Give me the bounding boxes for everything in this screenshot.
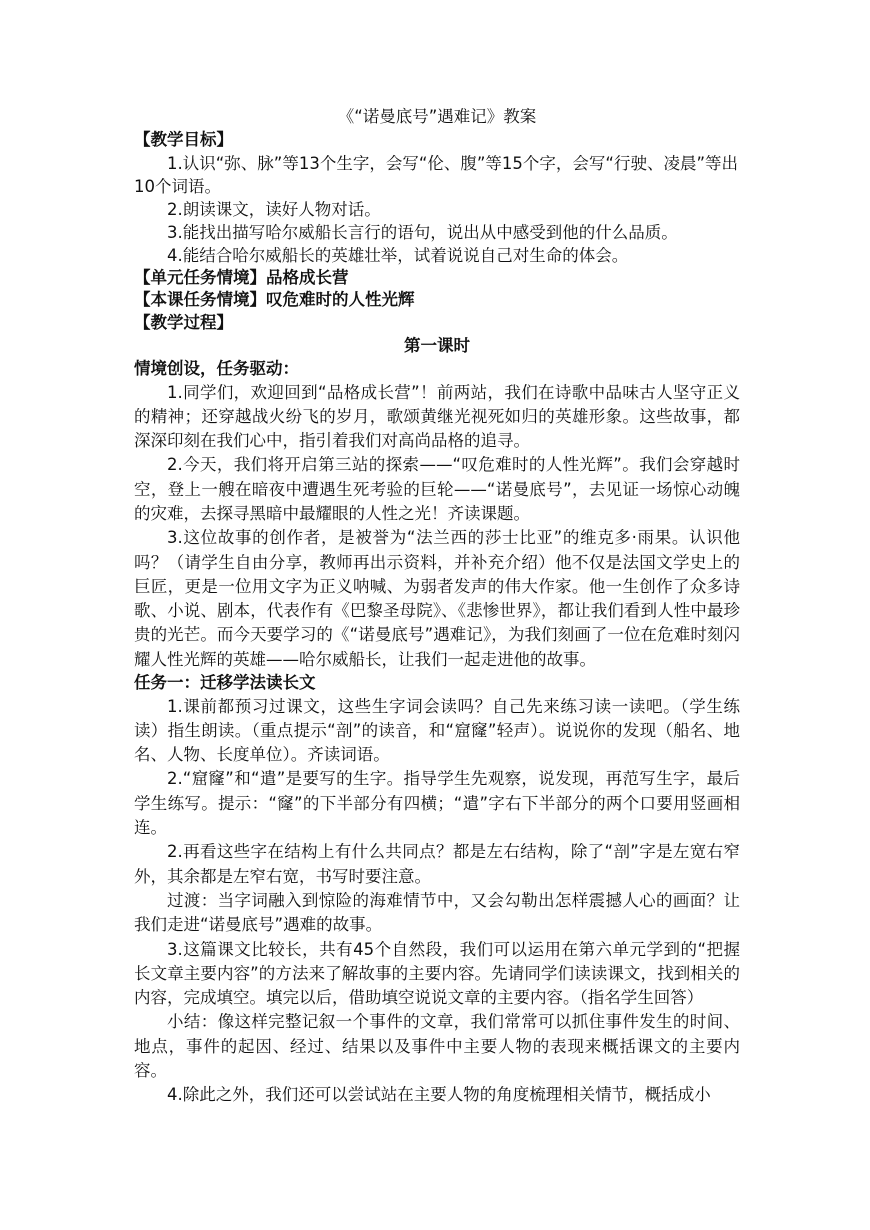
paragraph: 小结：像这样完整记叙一个事件的文章，我们常常可以抓住事件发生的时间、地点，事件的起因、经过、结果以及事件中主要人物的表现来概括课文的主要内容。 [134,1012,740,1081]
goal-item: 4.能结合哈尔威船长的英雄壮举，试着说说自己对生命的体会。 [167,245,629,265]
paragraph: 过渡：当字词融入到惊险的海难情节中，又会勾勒出怎样震撼人心的画面？让我们走进“诺曼底号”遇难的故事。 [134,890,740,935]
paragraph: 2.今天，我们将开启第三站的探索——“叹危难时的人性光辉”。我们会穿越时空，登上一艘在暗夜中遭遇生死考验的巨轮——“诺曼底号”，去见证一场惊心动魄的灾难，去探寻黑暗中最耀眼的人性之光！齐读课题。 [134,455,740,523]
document-title: 《“诺曼底号”遇难记》教案 [337,107,537,126]
lesson-task-header: 【本课任务情境】叹危难时的人性光辉 [134,290,415,309]
goal-item: 3.能找出描写哈尔威船长言行的语句，说出从中感受到他的什么品质。 [167,222,678,242]
goals-header: 【教学目标】 [134,130,233,149]
unit-task-header: 【单元任务情境】品格成长营 [134,267,349,287]
paragraph: 4.除此之外，我们还可以尝试站在主要人物的角度梳理相关情节，概括成小 [167,1085,711,1105]
paragraph: 1.同学们，欢迎回到“品格成长营”！前两站，我们在诗歌中品味古人坚守正义的精神；还穿越战火纷飞的岁月，歌颂黄继光视死如归的英雄形象。这些故事，都深深印刻在我们心中，指引着我们对高尚品格的追寻。 [134,382,740,451]
process-header: 【教学过程】 [134,312,233,332]
goal-item: 2.朗读课文，读好人物对话。 [167,199,381,219]
task1-header: 任务一：迁移学法读长文 [134,673,316,693]
paragraph: 3.这篇课文比较长，共有45个自然段，我们可以运用在第六单元学到的“把握长文章主要内容”的方法来了解故事的主要内容。先请同学们读读课文，找到相关的内容，完成填空。填完以后，借助填空说说文章的主要内容。（指名学生回答） [134,939,740,1008]
scene-header: 情境创设，任务驱动： [134,359,299,378]
paragraph: 2.“窟窿”和“遣”是要写的生字。指导学生先观察，说发现，再范写生字，最后学生练写。提示：“窿”的下半部分有四横；“遣”字右下半部分的两个口要用竖画相连。 [134,769,740,838]
document-body [134,106,740,1108]
paragraph: 1.课前都预习过课文，这些生字词会读吗？自己先来练习读一读吧。（学生练读）指生朗读。（重点提示“剖”的读音，和“窟窿”轻声）。说说你的发现（船名、地名、人物、长度单位）。齐读词语。 [134,696,740,765]
paragraph: 3.这位故事的创作者，是被誉为“法兰西的莎士比亚”的维克多·雨果。认识他吗？（请学生自由分享，教师再出示资料，并补充介绍）他不仅是法国文学史上的巨匠，更是一位用文字为正义呐喊、为弱者发声的伟大作家。他一生创作了众多诗歌、小说、剧本，代表作有《巴黎圣母院》、《悲惨世界》，都让我们看到人性中最珍贵的光芒。而今天要学习的《“诺曼底号”遇难记》，为我们刻画了一位在危难时刻闪耀人性光辉的英雄——哈尔威船长，让我们一起走进他的故事。 [134,528,740,669]
period-heading: 第一课时 [404,336,470,355]
paragraph: 2.再看这些字在结构上有什么共同点？都是左右结构，除了“剖”字是左宽右窄外，其余都是左窄右宽，书写时要注意。 [134,842,740,886]
goal-item: 1.认识“弥、脉”等13个生字，会写“伦、腹”等15个字，会写“行驶、凌晨”等出10个词语。 [134,153,739,196]
